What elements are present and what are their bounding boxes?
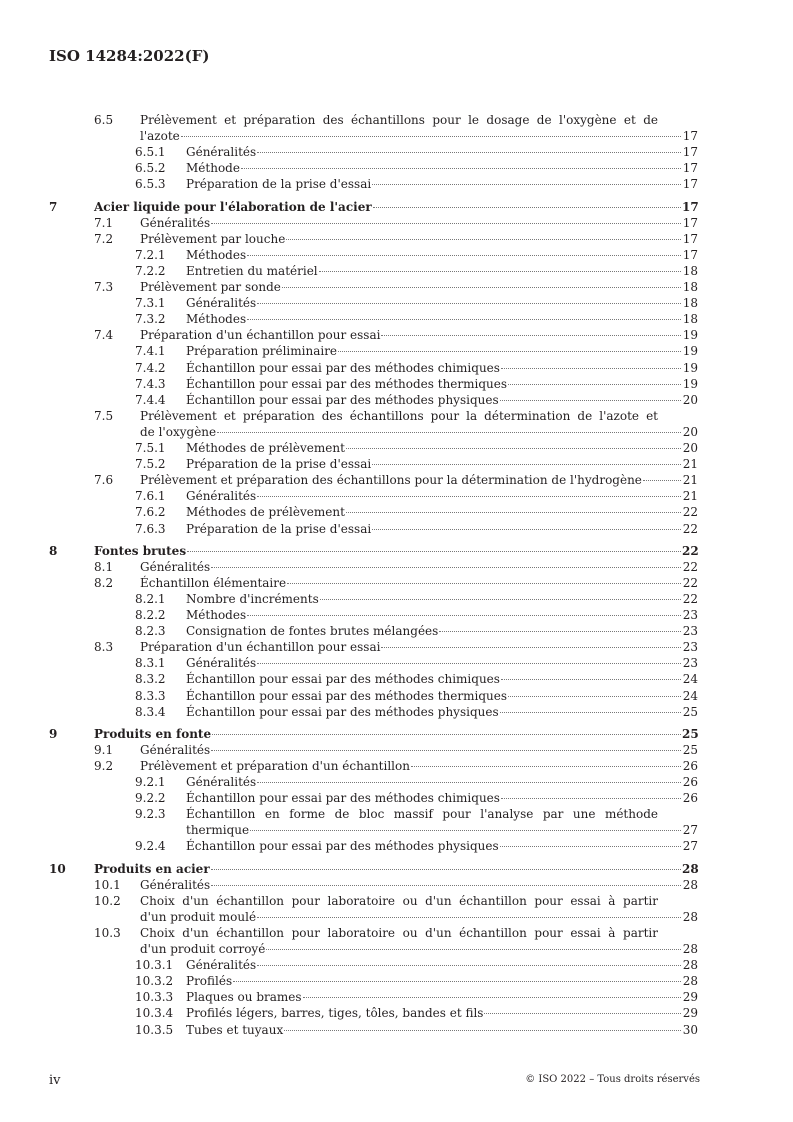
- toc-entry-number: 7.6.1: [135, 489, 166, 504]
- toc-entry-title: Généralités: [186, 775, 257, 789]
- toc-page-number: 17: [682, 231, 698, 246]
- dot-leader: [500, 846, 681, 847]
- toc-entry-title: Méthodes: [186, 608, 247, 622]
- toc-entry-number: 8.3.4: [135, 704, 166, 719]
- toc-entry-title: Prélèvement et préparation des échantillons pour le dosage de l'oxygène et de: [140, 113, 658, 127]
- toc-entry-number: 8.2.2: [135, 608, 166, 622]
- toc-entry-title: Tubes et tuyaux: [186, 1022, 284, 1037]
- toc-entry-number: 10.3: [94, 925, 121, 940]
- toc-entry-title: Produits en acier: [94, 861, 210, 876]
- toc-entry-number: 9.2.4: [135, 839, 166, 854]
- dot-leader: [257, 917, 681, 918]
- toc-entry-number: 7.3: [94, 280, 114, 294]
- toc-entry-title: d'un produit corroyé: [140, 941, 266, 956]
- toc-entry-title: Entretien du matériel: [186, 263, 318, 278]
- toc-entry-number: 7: [49, 199, 58, 214]
- toc-entry-number: 9.2.3: [135, 807, 166, 822]
- toc-entry-title: Généralités: [140, 742, 211, 757]
- toc-page-number: 26: [682, 775, 698, 789]
- toc-entry-title: Échantillon pour essai par des méthodes physiques: [186, 392, 499, 407]
- toc-entry-number: 7.4.2: [135, 360, 166, 375]
- toc-entry-title: Généralités: [140, 559, 211, 574]
- dot-leader: [303, 997, 681, 998]
- toc-entry-title: de l'oxygène: [140, 424, 217, 439]
- toc-entry-number: 7.1: [94, 215, 114, 230]
- toc-entry-number: 10.3.4: [135, 1006, 174, 1021]
- dot-leader: [501, 368, 681, 369]
- toc-entry-number: 7.6.3: [135, 521, 166, 536]
- toc-entry-number: 10.3.5: [135, 1022, 174, 1037]
- toc-entry-number: 8.2.3: [135, 624, 166, 639]
- toc-entry-number: 10.3.1: [135, 958, 174, 973]
- dot-leader: [257, 663, 681, 664]
- toc-page-number: 29: [682, 990, 698, 1005]
- toc-page-number: 21: [682, 473, 698, 488]
- toc-page-number: 25: [682, 704, 698, 719]
- toc-entry-number: 6.5.3: [135, 177, 166, 192]
- toc-entry-title: Échantillon pour essai par des méthodes physiques: [186, 704, 499, 719]
- dot-leader: [257, 152, 681, 153]
- dot-leader: [257, 303, 681, 304]
- toc-page-number: 17: [682, 145, 698, 160]
- toc-entry-number: 8.1: [94, 559, 114, 574]
- toc-entry-number: 7.3.1: [135, 296, 166, 311]
- dot-leader: [501, 679, 681, 680]
- dot-leader: [372, 529, 681, 530]
- toc-entry-number: 7.4: [94, 328, 114, 343]
- toc-page-number: 29: [682, 1006, 698, 1021]
- toc-entry-number: 7.2.2: [135, 263, 166, 278]
- toc-page-number: 17: [682, 129, 698, 144]
- toc-page-number: 23: [682, 656, 698, 671]
- toc-entry-title: Prélèvement et préparation des échantillons pour la détermination de l'hydrogène: [140, 473, 642, 488]
- toc-entry-number: 9.2.2: [135, 791, 166, 806]
- page-number: iv: [49, 1073, 61, 1088]
- dot-leader: [381, 647, 681, 648]
- dot-leader: [211, 869, 681, 870]
- toc-page-number: 18: [682, 296, 698, 311]
- toc-page-number: 17: [682, 161, 698, 176]
- dot-leader: [212, 734, 681, 735]
- dot-leader: [508, 384, 681, 385]
- toc-entry-number: 8.3.2: [135, 672, 166, 687]
- copyright-notice: © ISO 2022 – Tous droits réservés: [525, 1074, 700, 1085]
- dot-leader: [211, 567, 681, 568]
- toc-page-number: 28: [682, 909, 698, 924]
- toc-entry-number: 7.4.1: [135, 344, 166, 359]
- toc-page-number: 28: [682, 877, 698, 892]
- toc-page-number: 18: [682, 263, 698, 278]
- toc-entry-number: 8.3: [94, 640, 114, 655]
- toc-entry-title: l'azote: [140, 129, 180, 144]
- toc-entry-title: Préparation de la prise d'essai: [186, 177, 372, 192]
- toc-page-number: 20: [682, 441, 698, 455]
- toc-entry-title: Échantillon pour essai par des méthodes chimiques: [186, 360, 500, 375]
- dot-leader: [282, 287, 681, 288]
- toc-page-number: 27: [682, 839, 698, 854]
- toc-entry-title: Généralités: [186, 656, 257, 671]
- toc-entry-number: 6.5.2: [135, 161, 166, 176]
- toc-page-number: 22: [682, 559, 698, 574]
- toc-entry-number: 7.4.3: [135, 376, 166, 391]
- dot-leader: [211, 223, 681, 224]
- dot-leader: [266, 949, 681, 950]
- dot-leader: [233, 981, 681, 982]
- dot-leader: [372, 464, 681, 465]
- toc-page-number: 19: [682, 376, 698, 391]
- toc-entry-number: 7.5.1: [135, 441, 166, 455]
- toc-page-number: 18: [682, 312, 698, 327]
- dot-leader: [508, 696, 681, 697]
- toc-page-number: 24: [682, 688, 698, 703]
- toc-entry-title: Échantillon élémentaire: [140, 575, 287, 590]
- toc-entry-title: Échantillon pour essai par des méthodes physiques: [186, 839, 499, 854]
- toc-entry-number: 6.5: [94, 113, 114, 127]
- toc-page-number: 20: [682, 392, 698, 407]
- dot-leader: [500, 712, 681, 713]
- toc-page-number: 23: [682, 640, 698, 655]
- toc-entry-number: 8.2: [94, 575, 114, 590]
- toc-entry-title: Généralités: [186, 958, 257, 973]
- dot-leader: [320, 599, 681, 600]
- toc-entry-title: Méthodes: [186, 312, 247, 327]
- dot-leader: [284, 1030, 681, 1031]
- dot-leader: [372, 184, 681, 185]
- toc-entry-title: Consignation de fontes brutes mélangées: [186, 624, 439, 639]
- toc-entry-title: Nombre d'incréments: [186, 591, 319, 606]
- dot-leader: [211, 750, 681, 751]
- toc-entry-number: 8.3.1: [135, 656, 166, 671]
- toc-entry-title: Échantillon pour essai par des méthodes thermiques: [186, 688, 508, 703]
- toc-entry-number: 9.1: [94, 742, 114, 757]
- dot-leader: [319, 271, 681, 272]
- toc-page-number: 19: [682, 328, 698, 343]
- toc-page-number: 22: [682, 521, 698, 536]
- toc-entry-number: 8.2.1: [135, 591, 166, 606]
- toc-entry-number: 9: [49, 726, 58, 741]
- toc-page-number: 21: [682, 489, 698, 504]
- toc-entry-number: 10.3.3: [135, 990, 174, 1005]
- toc-entry-number: 9.2: [94, 758, 114, 773]
- toc-page-number: 22: [682, 575, 698, 590]
- dot-leader: [338, 351, 681, 352]
- dot-leader: [257, 965, 681, 966]
- toc-page-number: 23: [682, 624, 698, 639]
- toc-entry-number: 8: [49, 543, 58, 558]
- dot-leader: [211, 885, 681, 886]
- toc-entry-title: Préparation préliminaire: [186, 344, 338, 359]
- toc-entry-number: 10: [49, 861, 66, 876]
- toc-entry-number: 10.1: [94, 877, 121, 892]
- toc-page-number: 28: [682, 974, 698, 989]
- toc-page-number: 23: [682, 608, 698, 622]
- toc-page-number: 26: [682, 758, 698, 773]
- toc-entry-title: Plaques ou brames: [186, 990, 302, 1005]
- dot-leader: [643, 480, 681, 481]
- toc-entry-number: 7.4.4: [135, 392, 166, 407]
- toc-entry-title: Choix d'un échantillon pour laboratoire ou d'un échantillon pour essai à partir: [140, 925, 658, 940]
- toc-entry-number: 7.6: [94, 473, 114, 488]
- dot-leader: [257, 496, 681, 497]
- dot-leader: [217, 432, 681, 433]
- toc-entry-title: Prélèvement par sonde: [140, 280, 281, 294]
- toc-page-number: 25: [682, 726, 699, 741]
- dot-leader: [247, 255, 681, 256]
- toc-entry-title: Méthodes: [186, 247, 247, 262]
- toc-page-number: 25: [682, 742, 698, 757]
- toc-entry-number: 10.3.2: [135, 974, 174, 989]
- dot-leader: [500, 400, 681, 401]
- toc-entry-title: Préparation d'un échantillon pour essai: [140, 328, 381, 343]
- toc-entry-title: Préparation d'un échantillon pour essai: [140, 640, 381, 655]
- toc-entry-title: Prélèvement et préparation d'un échantillon: [140, 758, 410, 773]
- toc-page-number: 22: [682, 505, 698, 520]
- toc-entry-title: Échantillon pour essai par des méthodes chimiques: [186, 672, 500, 687]
- toc-entry-title: Généralités: [186, 145, 257, 160]
- toc-entry-title: Échantillon pour essai par des méthodes thermiques: [186, 376, 508, 391]
- toc-page-number: 27: [682, 823, 698, 838]
- dot-leader: [286, 239, 681, 240]
- toc-page-number: 19: [682, 344, 698, 359]
- toc-page-number: 21: [682, 457, 698, 472]
- dot-leader: [381, 335, 681, 336]
- toc-entry-number: 6.5.1: [135, 145, 166, 160]
- toc-entry-title: Méthode: [186, 161, 240, 176]
- toc-entry-title: Préparation de la prise d'essai: [186, 457, 372, 472]
- toc-entry-number: 9.2.1: [135, 775, 166, 789]
- toc-page-number: 17: [682, 199, 699, 214]
- toc-entry-title: d'un produit moulé: [140, 909, 257, 924]
- toc-page-number: 18: [682, 280, 698, 294]
- toc-entry-number: 7.5: [94, 408, 114, 423]
- toc-entry-title: Généralités: [186, 296, 257, 311]
- dot-leader: [411, 766, 681, 767]
- dot-leader: [346, 512, 681, 513]
- toc-entry-number: 10.2: [94, 893, 121, 908]
- toc-entry-title: Acier liquide pour l'élaboration de l'acier: [94, 199, 372, 214]
- toc-page-number: 20: [682, 424, 698, 439]
- document-header-id: ISO 14284:2022(F): [49, 47, 210, 65]
- dot-leader: [346, 448, 681, 449]
- toc-page-number: 24: [682, 672, 698, 687]
- toc-page-number: 28: [682, 941, 698, 956]
- toc-page-number: 22: [682, 543, 699, 558]
- toc-entry-title: Généralités: [140, 215, 211, 230]
- toc-page-number: 26: [682, 791, 698, 806]
- toc-entry-title: Généralités: [186, 489, 257, 504]
- dot-leader: [373, 207, 681, 208]
- dot-leader: [181, 136, 681, 137]
- toc-entry-title: Prélèvement et préparation des échantillons pour la détermination de l'azote et: [140, 408, 658, 423]
- toc-entry-title: Préparation de la prise d'essai: [186, 521, 372, 536]
- toc-entry-title: Méthodes de prélèvement: [186, 441, 345, 455]
- toc-entry-title: Choix d'un échantillon pour laboratoire ou d'un échantillon pour essai à partir: [140, 893, 658, 908]
- toc-entry-number: 7.2.1: [135, 247, 166, 262]
- toc-entry-title: Produits en fonte: [94, 726, 212, 741]
- toc-page-number: 17: [682, 215, 698, 230]
- dot-leader: [287, 583, 681, 584]
- toc-page-number: 19: [682, 360, 698, 375]
- dot-leader: [241, 168, 681, 169]
- toc-entry-number: 8.3.3: [135, 688, 166, 703]
- toc-entry-title: Prélèvement par louche: [140, 231, 286, 246]
- toc-entry-number: 7.2: [94, 231, 114, 246]
- toc-entry-number: 7.5.2: [135, 457, 166, 472]
- toc-entry-number: 7.3.2: [135, 312, 166, 327]
- toc-page-number: 17: [682, 247, 698, 262]
- toc-entry-title: Fontes brutes: [94, 543, 187, 558]
- dot-leader: [247, 319, 681, 320]
- dot-leader: [439, 631, 681, 632]
- dot-leader: [250, 830, 681, 831]
- dot-leader: [501, 798, 681, 799]
- toc-page-number: 30: [682, 1022, 698, 1037]
- toc-entry-title: Généralités: [140, 877, 211, 892]
- dot-leader: [257, 782, 681, 783]
- toc-page-number: 17: [682, 177, 698, 192]
- dot-leader: [187, 551, 681, 552]
- toc-entry-title: Profilés: [186, 974, 233, 989]
- toc-page-number: 28: [682, 958, 698, 973]
- toc-entry-number: 7.6.2: [135, 505, 166, 520]
- toc-entry-title: Échantillon pour essai par des méthodes chimiques: [186, 791, 500, 806]
- toc-entry-title: Profilés légers, barres, tiges, tôles, bandes et fils: [186, 1006, 484, 1021]
- toc-page-number: 28: [682, 861, 699, 876]
- dot-leader: [247, 615, 681, 616]
- toc-page-number: 22: [682, 591, 698, 606]
- dot-leader: [484, 1013, 681, 1014]
- toc-entry-title: Échantillon en forme de bloc massif pour l'analyse par une méthode: [186, 807, 658, 822]
- toc-entry-title: thermique: [186, 823, 250, 838]
- toc-entry-title: Méthodes de prélèvement: [186, 505, 345, 520]
